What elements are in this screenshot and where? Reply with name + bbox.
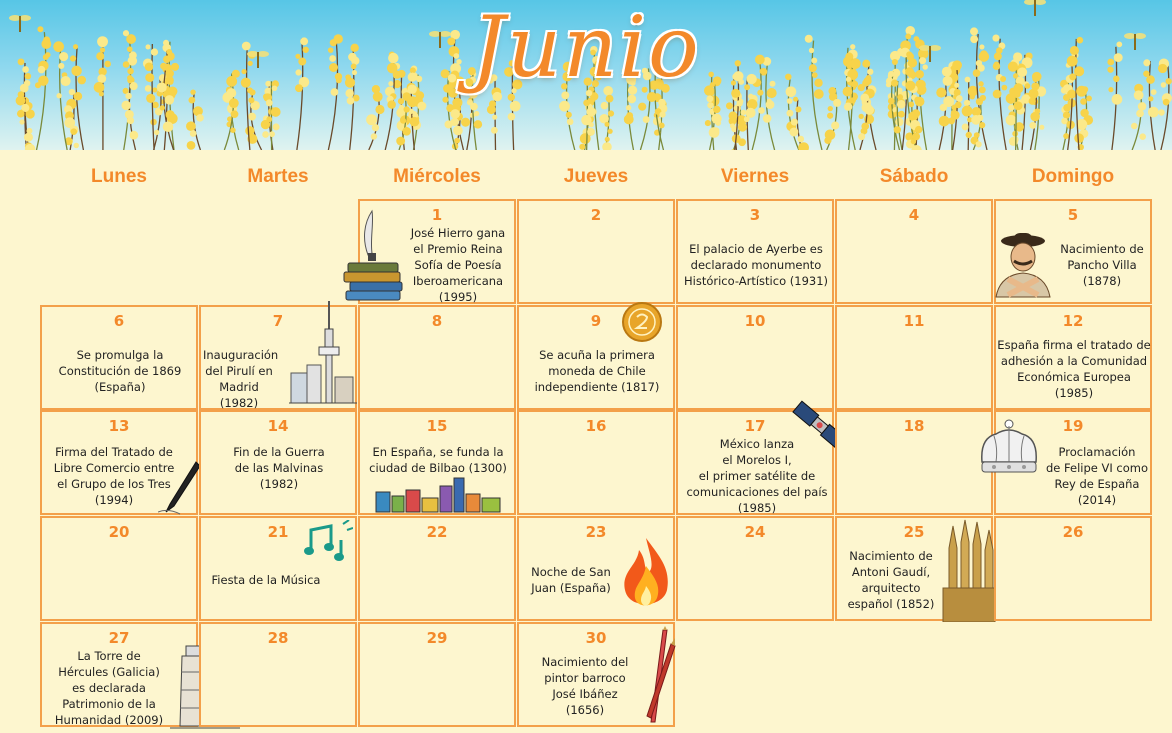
day-number: 21 — [267, 523, 289, 541]
month-title: Junio — [471, 0, 701, 96]
event-text: José Hierro gana el Premio Reina Sofía de Poesía Iberoamericana (1995) — [410, 226, 506, 304]
weekday-saturday: Sábado — [879, 166, 949, 187]
day-cell-7[interactable] — [199, 305, 357, 410]
city-skyline-icon — [374, 476, 502, 514]
gold-coin-icon — [621, 301, 663, 343]
day-cell-19[interactable] — [994, 410, 1152, 515]
day-number: 17 — [744, 417, 766, 435]
day-number: 30 — [585, 629, 607, 647]
day-cell-20[interactable] — [40, 516, 198, 621]
day-number: 25 — [903, 523, 925, 541]
day-cell-18[interactable] — [835, 410, 993, 515]
books-quill-icon — [342, 209, 408, 301]
day-number: 14 — [267, 417, 289, 435]
day-number: 4 — [908, 206, 920, 224]
day-number: 15 — [426, 417, 448, 435]
event-text: Inauguración del Pirulí en Madrid (1982) — [203, 348, 279, 410]
event-text: Se promulga la Constitución de 1869 (España) — [58, 348, 182, 394]
day-cell-12[interactable] — [994, 305, 1152, 410]
day-cell-1[interactable] — [358, 199, 516, 304]
sagrada-familia-icon — [939, 518, 999, 622]
day-cell-21[interactable] — [199, 516, 357, 621]
day-cell-28[interactable] — [199, 622, 357, 727]
day-cell-23[interactable] — [517, 516, 675, 621]
day-cell-11[interactable] — [835, 305, 993, 410]
day-cell-29[interactable] — [358, 622, 516, 727]
day-cell-9[interactable] — [517, 305, 675, 410]
day-cell-5[interactable] — [994, 199, 1152, 304]
day-cell-22[interactable] — [358, 516, 516, 621]
day-number: 6 — [113, 312, 125, 330]
day-cell-2[interactable] — [517, 199, 675, 304]
day-number: 5 — [1067, 206, 1079, 224]
event-text: Firma del Tratado de Libre Comercio entre el Grupo de los Tres (1994) — [53, 445, 175, 507]
day-number: 11 — [903, 312, 925, 330]
day-cell-30[interactable] — [517, 622, 675, 727]
event-text: España firma el tratado de adhesión a la Comunidad Económica Europea (1985) — [997, 338, 1151, 400]
day-number: 13 — [108, 417, 130, 435]
day-cell-15[interactable] — [358, 410, 516, 515]
event-text: Noche de San Juan (España) — [531, 565, 611, 595]
day-number: 12 — [1062, 312, 1084, 330]
day-cell-16[interactable] — [517, 410, 675, 515]
event-text: Nacimiento del pintor barroco José Ibáñez (1656) — [541, 655, 629, 717]
day-number: 23 — [585, 523, 607, 541]
day-cell-3[interactable] — [676, 199, 834, 304]
weekday-monday: Lunes — [91, 166, 147, 187]
weekday-wednesday: Miércoles — [393, 166, 481, 187]
event-text: Se acuña la primera moneda de Chile independiente (1817) — [534, 348, 660, 394]
day-number: 8 — [431, 312, 443, 330]
day-number: 18 — [903, 417, 925, 435]
day-cell-6[interactable] — [40, 305, 198, 410]
day-number: 16 — [585, 417, 607, 435]
day-cell-24[interactable] — [676, 516, 834, 621]
day-cell-13[interactable] — [40, 410, 198, 515]
day-cell-8[interactable] — [358, 305, 516, 410]
weekday-friday: Viernes — [720, 166, 790, 187]
day-number: 3 — [749, 206, 761, 224]
event-text: Fin de la Guerra de las Malvinas (1982) — [233, 445, 325, 491]
day-number: 7 — [272, 312, 284, 330]
event-text: En España, se funda la ciudad de Bilbao (1300) — [369, 445, 507, 475]
weekday-sunday: Domingo — [1031, 166, 1115, 187]
day-number: 27 — [108, 629, 130, 647]
day-cell-17[interactable] — [676, 410, 834, 515]
day-number: 22 — [426, 523, 448, 541]
day-number: 2 — [590, 206, 602, 224]
event-text: México lanza el Morelos I, el primer satélite de comunicaciones del país (1985) — [686, 437, 828, 515]
event-text: Nacimiento de Antoni Gaudí, arquitecto español (1852) — [847, 549, 935, 611]
event-text: La Torre de Hércules (Galicia) es declarada Patrimonio de la Humanidad (2009) — [54, 649, 164, 727]
tv-tower-skyline-icon — [289, 301, 357, 409]
weekday-thursday: Jueves — [563, 166, 629, 187]
day-number: 28 — [267, 629, 289, 647]
weekday-tuesday: Martes — [247, 166, 309, 187]
day-number: 19 — [1062, 417, 1084, 435]
music-notes-icon — [303, 520, 353, 562]
day-cell-27[interactable] — [40, 622, 198, 727]
day-number: 20 — [108, 523, 130, 541]
fountain-pen-icon — [158, 460, 200, 516]
crown-icon — [976, 418, 1042, 482]
event-text: Proclamación de Felipe VI como Rey de España (2014) — [1045, 445, 1149, 507]
event-text: Fiesta de la Música — [211, 573, 321, 587]
day-number: 9 — [590, 312, 602, 330]
day-number: 24 — [744, 523, 766, 541]
event-text: Nacimiento de Pancho Villa (1878) — [1060, 242, 1144, 288]
pancho-villa-portrait-icon — [988, 229, 1058, 299]
event-text: El palacio de Ayerbe es declarado monumento Histórico-Artístico (1931) — [683, 242, 829, 288]
day-cell-26[interactable] — [994, 516, 1152, 621]
day-number: 29 — [426, 629, 448, 647]
day-number: 26 — [1062, 523, 1084, 541]
paintbrushes-icon — [637, 626, 677, 724]
day-number: 1 — [431, 206, 443, 224]
day-cell-25[interactable] — [835, 516, 993, 621]
bonfire-icon — [619, 536, 673, 614]
day-number: 10 — [744, 312, 766, 330]
day-cell-4[interactable] — [835, 199, 993, 304]
day-cell-14[interactable] — [199, 410, 357, 515]
